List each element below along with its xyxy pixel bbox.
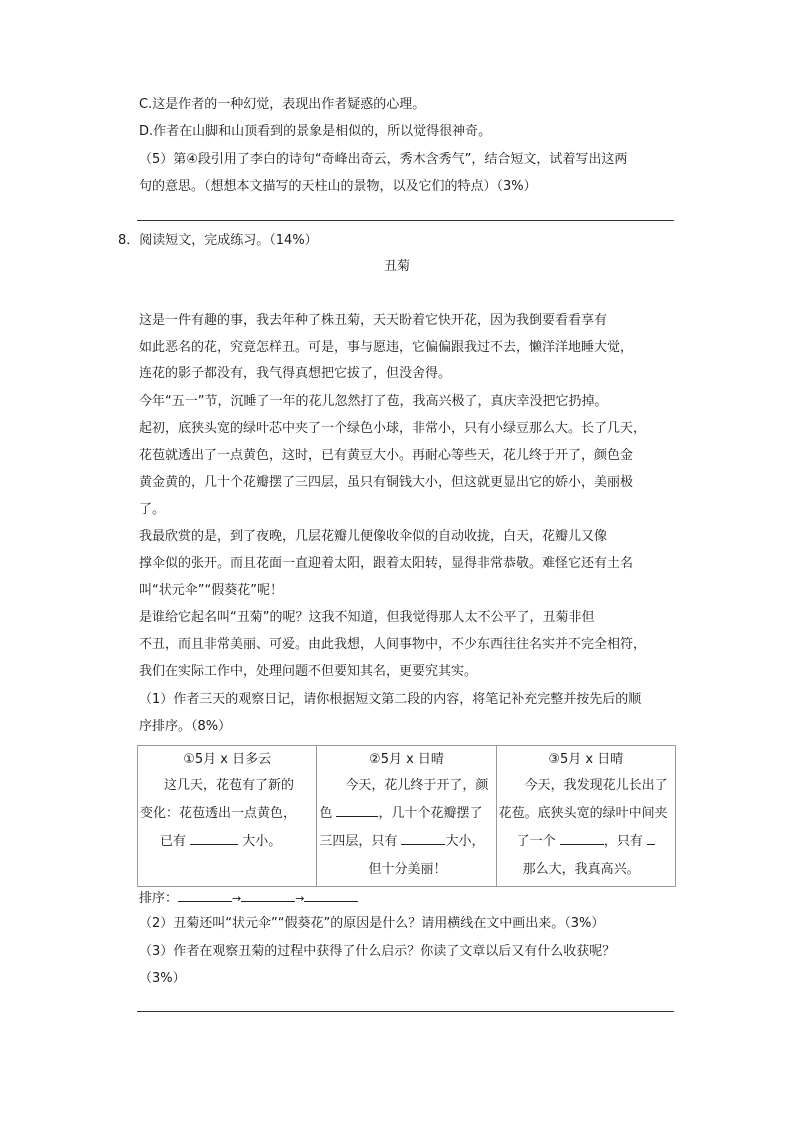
p2-line: 起初，底狭头宽的绿叶芯中夹了一个绿色小球，非常小，只有小绿豆那么大。长了几天， — [139, 421, 647, 436]
p1-line: 如此恶名的花，究竟怎样丑。可是，事与愿违，它偏偏跟我过不去，懒洋洋地睡大觉， — [139, 340, 634, 355]
option-d: D.作者在山脚和山顶看到的景象是相似的，所以觉得很神奇。 — [139, 124, 492, 139]
order-blank-3[interactable] — [304, 888, 358, 902]
arrow-icon: → — [295, 892, 305, 905]
arrow-icon: → — [232, 892, 242, 905]
note-text: ，只有 — [603, 834, 643, 849]
question-3-line2: （3%） — [139, 971, 186, 986]
note-text-with-blank — [317, 828, 495, 856]
p4-line: 我们在实际工作中，处理问题不但要知其名，更要究其实。 — [139, 664, 478, 679]
fill-blank[interactable] — [336, 803, 378, 817]
order-blank-1[interactable] — [178, 888, 232, 902]
passage-title: 丑菊 — [383, 259, 410, 274]
p3-line: 叫“状元伞”“假葵花”呢！ — [139, 583, 283, 598]
answer-line-q3[interactable] — [137, 1011, 674, 1012]
note-text: 花苞。底狭头宽的绿叶中间夹 — [498, 806, 668, 821]
note-text: ，几十个花瓣摆了 — [378, 806, 483, 821]
option-c: C.这是作者的一种幻觉，表现出作者疑惑的心理。 — [139, 97, 426, 112]
note-header: ②5月 x 日晴 — [369, 752, 444, 767]
note-text: 大小。 — [242, 834, 282, 849]
note-text: 变化：花苞透出一点黄色， — [140, 806, 297, 821]
observation-notes-table — [137, 745, 676, 887]
question-5-line1: （5）第④段引用了李白的诗句“奇峰出奇云，秀木含秀气”，结合短文，试着写出这两 — [139, 152, 628, 167]
p1-line: 这是一件有趣的事，我去年种了株丑菊，天天盼着它快开花，因为我倒要看看享有 — [139, 313, 608, 328]
note-text: 今天，花儿终于开了，颜 — [345, 778, 489, 793]
note-text: 这几天，花苞有了新的 — [164, 778, 295, 793]
order-label: 排序： — [139, 891, 179, 906]
p3-line: 我最欣赏的是，到了夜晚，几层花瓣儿便像收伞似的自动收拢，白天，花瓣儿又像 — [139, 529, 608, 544]
p4-line: 不丑，而且非常美丽、可爱。由此我想，人间事物中，不少东西往往名实并不完全相符， — [139, 637, 647, 652]
note-header: ③5月 x 日晴 — [548, 752, 624, 767]
note-text-with-blank — [317, 800, 495, 828]
p1-line: 连花的影子都没有，我气得真想把它拔了，但没舍得。 — [139, 366, 452, 381]
note-text: 已有 — [160, 834, 187, 849]
note-text: 但十分美丽！ — [368, 862, 447, 877]
note-text: 大小， — [445, 834, 485, 849]
note-text-with-blank — [138, 828, 316, 856]
question-2: （2）丑菊还叫“状元伞”“假葵花”的原因是什么？请用横线在文中画出来。（3%） — [139, 916, 605, 931]
question-5-line2: 句的意思。（想想本文描写的天柱山的景物，以及它们的特点）（3%） — [139, 179, 537, 194]
note-cell-3 — [496, 746, 675, 887]
note-text: 色 — [319, 806, 333, 821]
p2-line: 今年“五一”节，沉睡了一年的花儿忽然打了苞，我高兴极了，真庆幸没把它扔掉。 — [139, 394, 608, 409]
fill-blank[interactable] — [401, 831, 445, 845]
p2-line: 花苞就透出了一点黄色，这时，已有黄豆大小。再耐心等些天，花儿终于开了，颜色金 — [139, 448, 634, 463]
note-cell-1 — [138, 746, 317, 887]
question-8-heading: 8．阅读短文，完成练习。（14%） — [118, 233, 318, 248]
question-1-line1: （1）作者三天的观察日记，请你根据短文第二段的内容，将笔记补充完整并按先后的顺 — [139, 692, 642, 707]
answer-line-q5[interactable] — [137, 220, 674, 221]
note-header: ①5月 x 日多云 — [183, 752, 272, 767]
fill-blank[interactable] — [190, 831, 238, 845]
question-1-line2: 序排序。（8%） — [139, 719, 232, 734]
note-text-with-blank — [497, 828, 675, 856]
note-text: 了一个 — [516, 834, 556, 849]
p2-line: 黄金黄的，几十个花瓣摆了三四层，虽只有铜钱大小，但这就更显出它的娇小，美丽极 — [139, 475, 634, 490]
fill-blank[interactable] — [560, 831, 604, 845]
p4-line: 是谁给它起名叫“丑菊”的呢？这我不知道，但我觉得那人太不公平了，丑菊非但 — [139, 610, 595, 625]
fill-blank[interactable] — [647, 831, 655, 845]
p2-line: 了。 — [139, 502, 166, 517]
note-text: 三四层，只有 — [319, 834, 398, 849]
order-answer-row — [139, 888, 358, 909]
note-text: 今天，我发现花儿长出了 — [524, 778, 668, 793]
p3-line: 撑伞似的张开。而且花面一直迎着太阳，跟着太阳转，显得非常恭敬。难怪它还有土名 — [139, 556, 634, 571]
order-blank-2[interactable] — [241, 888, 295, 902]
question-3-line1: （3）作者在观察丑菊的过程中获得了什么启示？你读了文章以后又有什么收获呢？ — [139, 944, 616, 959]
note-text: 那么大，我真高兴。 — [522, 862, 640, 877]
note-cell-2 — [317, 746, 496, 887]
